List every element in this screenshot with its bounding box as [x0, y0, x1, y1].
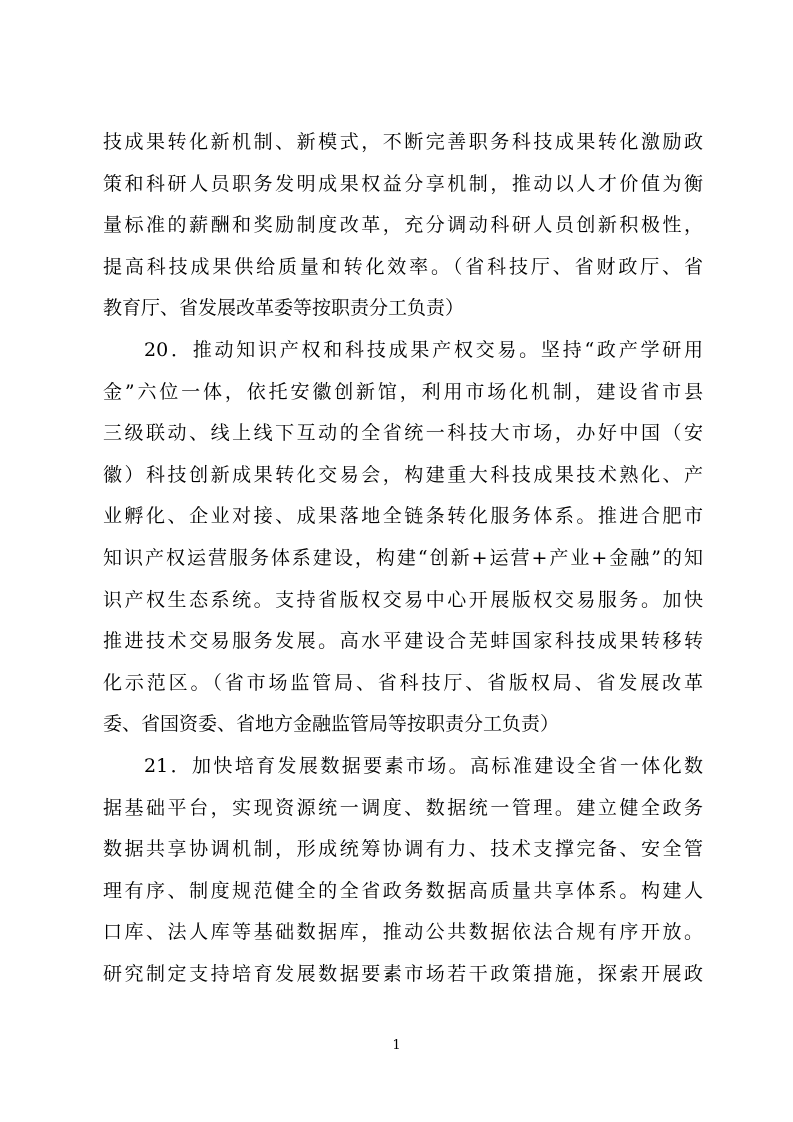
text-line: 技成果转化新机制、新模式，不断完善职务科技成果转化激励政	[103, 131, 703, 153]
text-line: 据基础平台，实现资源统一调度、数据统一管理。建立健全政务	[103, 796, 703, 819]
paragraph-first-line: 21．加快培育发展数据要素市场。高标准建设全省一体化数	[144, 754, 703, 777]
text-line: 徽）科技创新成果转化交易会，构建重大科技成果技术熟化、产	[103, 463, 703, 486]
text-line: 业孵化、企业对接、成果落地全链条转化服务体系。推进合肥市	[103, 505, 703, 528]
text-line: 研究制定支持培育发展数据要素市场若干政策措施，探索开展政	[103, 962, 703, 985]
text-line: 口库、法人库等基础数据库，推动公共数据依法合规有序开放。	[103, 921, 703, 944]
text-line: 化示范区。（省市场监管局、省科技厅、省版权局、省发展改革	[103, 671, 703, 694]
text-line: 策和科研人员职务发明成果权益分享机制，推动以人才价值为衡	[103, 172, 703, 195]
text-line: 理有序、制度规范健全的全省政务数据高质量共享体系。构建人	[103, 879, 703, 902]
paragraph-first-line: 20．推动知识产权和科技成果产权交易。坚持“政产学研用	[144, 338, 703, 361]
text-line: 量标准的薪酬和奖励制度改革，充分调动科研人员创新积极性，	[103, 214, 703, 237]
text-line: 知识产权运营服务体系建设，构建“创新+运营+产业+金融”的知	[103, 546, 703, 569]
text-line: 金”六位一体，依托安徽创新馆，利用市场化机制，建设省市县	[103, 380, 703, 403]
text-line: 数据共享协调机制，形成统筹协调有力、技术支撑完备、安全管	[103, 838, 703, 861]
text-line: 识产权生态系统。支持省版权交易中心开展版权交易服务。加快	[103, 588, 703, 611]
page-number: 1	[392, 1038, 401, 1053]
text-line: 提高科技成果供给质量和转化效率。（省科技厅、省财政厅、省	[103, 255, 703, 278]
text-line: 委、省国资委、省地方金融监管局等按职责分工负责）	[103, 713, 560, 736]
text-line: 三级联动、线上线下互动的全省统一科技大市场，办好中国（安	[103, 422, 703, 445]
body-text	[103, 122, 703, 995]
text-line: 推进技术交易服务发展。高水平建设合芜蚌国家科技成果转移转	[103, 630, 703, 653]
text-line: 教育厅、省发展改革委等按职责分工负责）	[103, 297, 465, 320]
